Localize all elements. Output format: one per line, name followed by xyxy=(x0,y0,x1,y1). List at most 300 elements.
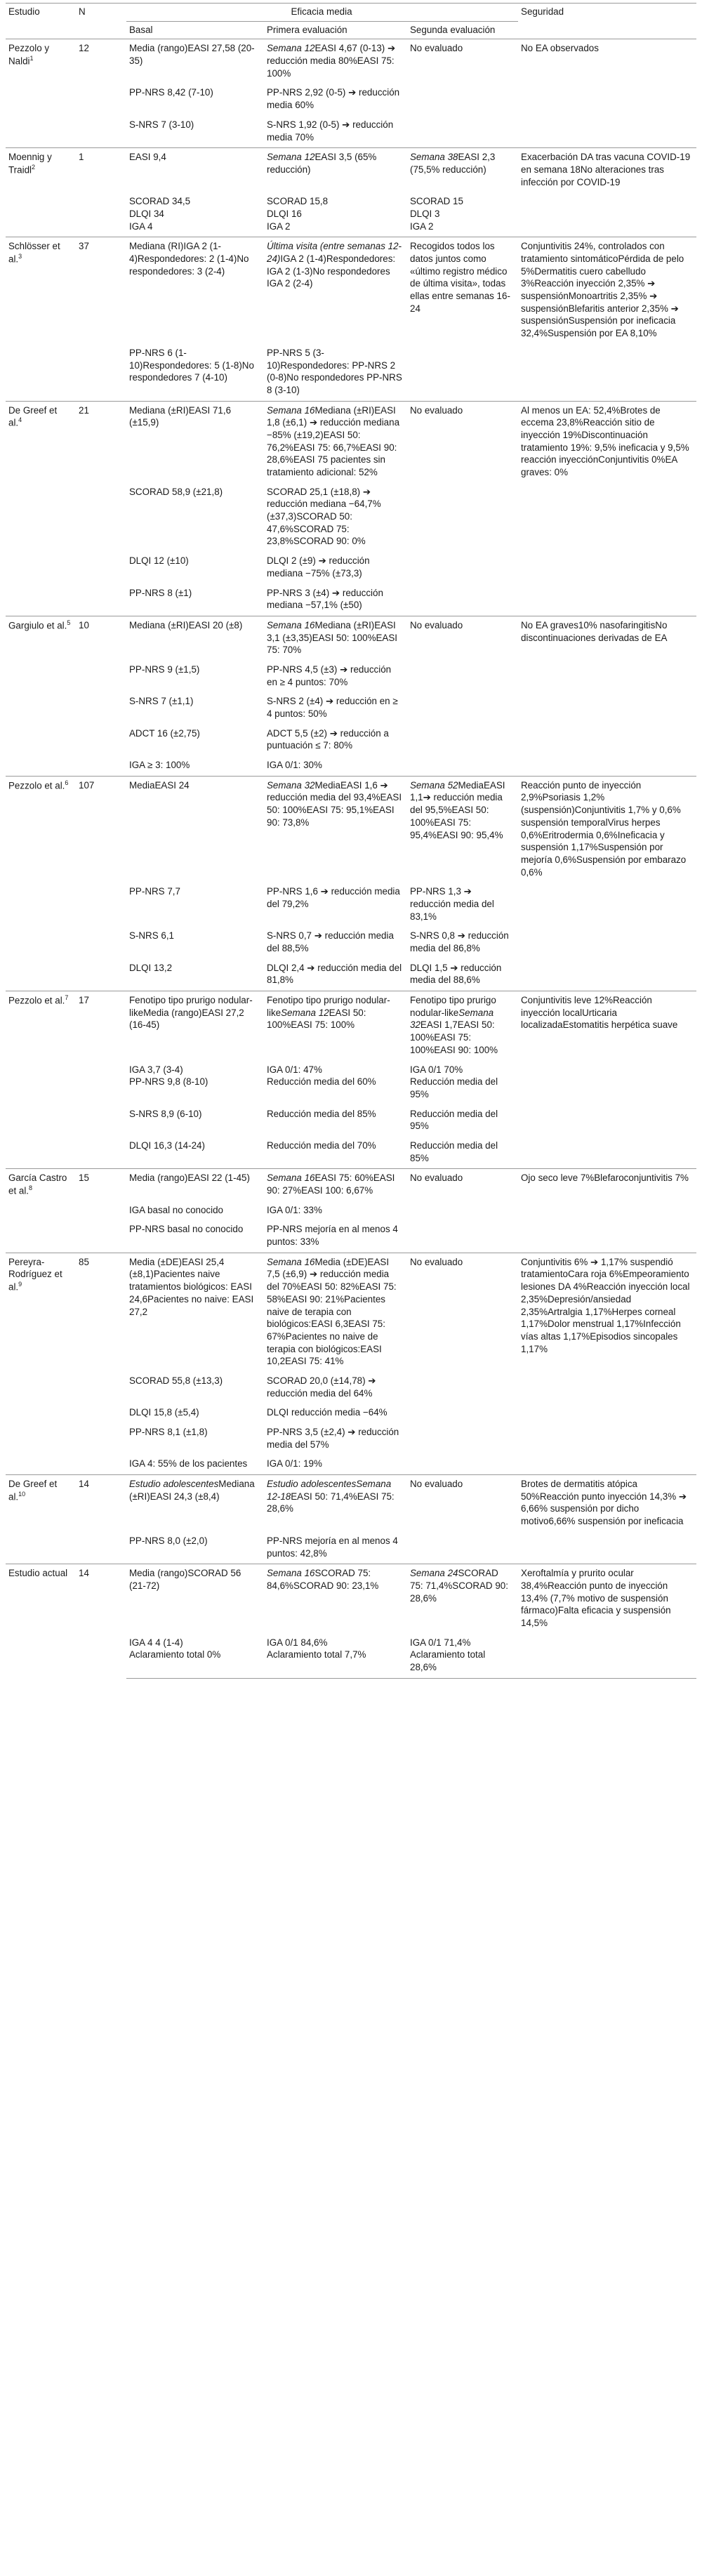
basal-cell-text: S-NRS 7 (±1,1) xyxy=(129,696,194,707)
segunda-evaluacion-cell xyxy=(407,776,518,883)
primera-evaluacion-cell-text: EASI 50: 100%EASI 75: 100% xyxy=(267,1007,366,1031)
segunda-evaluacion-cell xyxy=(407,1105,518,1137)
primera-evaluacion-cell-text: ADCT 5,5 (±2) ➔ reducción a puntuación ≤ 7: 80% xyxy=(267,727,389,751)
segunda-evaluacion-cell xyxy=(407,661,518,692)
study-name-cell xyxy=(6,991,76,1169)
basal-cell xyxy=(126,927,264,958)
study-name-cell xyxy=(6,148,76,237)
primera-evaluacion-cell-text: SCORAD 20,0 (±14,78) ➔ reducción media del 64% xyxy=(267,1375,376,1399)
basal-cell xyxy=(126,483,264,552)
seguridad-cell xyxy=(518,1201,696,1221)
primera-evaluacion-cell xyxy=(264,1201,407,1221)
segunda-evaluacion-cell-text: SCORAD 15 DLQI 3 IGA 2 xyxy=(410,196,463,232)
basal-cell-text: S-NRS 8,9 (6-10) xyxy=(129,1108,202,1119)
study-n: 107 xyxy=(76,776,126,991)
primera-evaluacion-cell-timepoint: Semana 16 xyxy=(267,1256,315,1267)
basal-cell-text: Mediana (±RI)EASI 71,6 (±15,9) xyxy=(129,404,232,428)
study-name: García Castro et al. xyxy=(8,1173,67,1196)
segunda-evaluacion-cell xyxy=(407,1372,518,1403)
primera-evaluacion-cell-text: IGA 0/1: 33% xyxy=(267,1204,322,1215)
primera-evaluacion-cell xyxy=(264,344,407,401)
primera-evaluacion-cell xyxy=(264,927,407,958)
study-n: 21 xyxy=(76,401,126,616)
primera-evaluacion-cell-text: PP-NRS 3,5 (±2,4) ➔ reducción media del 57% xyxy=(267,1427,399,1450)
study-name: Pezzolo et al. xyxy=(8,995,65,1006)
segunda-evaluacion-cell-text: SCORAD 75: 71,4%SCORAD 90: 28,6% xyxy=(410,1568,508,1604)
study-reference: 8 xyxy=(29,1184,33,1191)
primera-evaluacion-cell xyxy=(264,1372,407,1403)
segunda-evaluacion-cell xyxy=(407,1475,518,1532)
primera-evaluacion-cell-timepoint: Semana 12 xyxy=(267,43,315,54)
study-name: Gargiulo et al. xyxy=(8,620,67,631)
study-name-cell xyxy=(6,1564,76,1679)
seguridad-cell xyxy=(518,401,696,483)
study-name-cell xyxy=(6,401,76,616)
seguridad-cell-text: Ojo seco leve 7%Blefaroconjuntivitis 7% xyxy=(521,1173,689,1184)
basal-cell-text: PP-NRS 9 (±1,5) xyxy=(129,663,200,675)
basal-cell xyxy=(126,237,264,344)
primera-evaluacion-cell-text: DLQI reducción media −64% xyxy=(267,1407,388,1418)
primera-evaluacion-cell-text: DLQI 2 (±9) ➔ reducción mediana −75% (±73,3) xyxy=(267,555,370,579)
basal-cell-text: IGA 4 4 (1-4) Aclaramiento total 0% xyxy=(129,1637,221,1660)
basal-cell-text: PP-NRS 8,42 (7-10) xyxy=(129,87,213,98)
study-name-cell xyxy=(6,1475,76,1564)
header-basal: Basal xyxy=(126,21,264,39)
primera-evaluacion-cell-text: Reducción media del 70% xyxy=(267,1140,376,1151)
seguridad-cell xyxy=(518,991,696,1061)
primera-evaluacion-cell-text: SCORAD 75: 84,6%SCORAD 90: 23,1% xyxy=(267,1568,379,1591)
segunda-evaluacion-cell xyxy=(407,39,518,84)
segunda-evaluacion-cell-timepoint: Semana 52 xyxy=(410,779,458,791)
primera-evaluacion-cell xyxy=(264,776,407,883)
seguridad-cell xyxy=(518,344,696,401)
primera-evaluacion-cell xyxy=(264,1403,407,1423)
primera-evaluacion-cell xyxy=(264,237,407,344)
primera-evaluacion-cell-text: DLQI 2,4 ➔ reducción media del 81,8% xyxy=(267,962,402,986)
basal-cell-text: Media (rango)EASI 22 (1-45) xyxy=(129,1173,250,1184)
seguridad-cell xyxy=(518,584,696,616)
primera-evaluacion-cell xyxy=(264,116,407,148)
basal-cell-text: IGA 3,7 (3-4) PP-NRS 9,8 (8-10) xyxy=(129,1064,208,1088)
segunda-evaluacion-cell-text: S-NRS 0,8 ➔ reducción media del 86,8% xyxy=(410,930,509,953)
basal-cell-text: DLQI 13,2 xyxy=(129,962,173,973)
seguridad-cell xyxy=(518,1105,696,1137)
segunda-evaluacion-cell xyxy=(407,344,518,401)
primera-evaluacion-cell-text: PP-NRS 5 (3-10)Respondedores: PP-NRS 2 (0-8)No respondedores PP-NRS 8 (3-10) xyxy=(267,347,402,395)
table-row xyxy=(6,1169,696,1201)
study-n: 14 xyxy=(76,1475,126,1564)
basal-cell xyxy=(126,552,264,583)
primera-evaluacion-cell xyxy=(264,756,407,776)
primera-evaluacion-cell-timepoint: Semana 16 xyxy=(267,1568,315,1579)
efficacy-safety-table xyxy=(6,3,696,1679)
primera-evaluacion-cell xyxy=(264,616,407,661)
segunda-evaluacion-cell-timepoint: Semana 24 xyxy=(410,1568,458,1579)
primera-evaluacion-cell xyxy=(264,1061,407,1105)
segunda-evaluacion-cell-text: No evaluado xyxy=(410,619,463,630)
basal-cell xyxy=(126,344,264,401)
basal-cell xyxy=(126,1455,264,1474)
basal-cell-text: SCORAD 34,5 DLQI 34 IGA 4 xyxy=(129,196,191,232)
segunda-evaluacion-cell xyxy=(407,1169,518,1201)
segunda-evaluacion-cell-text: PP-NRS 1,3 ➔ reducción media del 83,1% xyxy=(410,886,494,922)
primera-evaluacion-cell xyxy=(264,584,407,616)
header-estudio: Estudio xyxy=(6,4,76,39)
seguridad-cell xyxy=(518,661,696,692)
seguridad-cell xyxy=(518,192,696,237)
primera-evaluacion-cell-timepoint: Semana 16 xyxy=(267,1173,315,1184)
study-name: Pereyra-Rodríguez et al. xyxy=(8,1256,62,1293)
study-name-cell xyxy=(6,237,76,401)
study-name: De Greef et al. xyxy=(8,1479,58,1502)
basal-cell xyxy=(126,84,264,115)
segunda-evaluacion-cell xyxy=(407,116,518,148)
seguridad-cell xyxy=(518,1061,696,1105)
basal-cell xyxy=(126,192,264,237)
seguridad-cell xyxy=(518,725,696,756)
primera-evaluacion-cell-text: IGA 2 (1-4)Respondedores: IGA 2 (1-3)No respondedores IGA 2 (2-4) xyxy=(267,253,396,289)
basal-cell xyxy=(126,1137,264,1169)
seguridad-cell-text: Conjuntivitis 6% ➔ 1,17% suspendió tratamientoCara roja 6%Empeoramiento lesiones DA 4%Reacción inyección local 2,35%Depresión/ansiedad 2,35%Artralgia 1,17%Herpes corneal 1,17%Dolor menstrual 1,17%Infección vías altas 1,17%Episodios sincopales 1,17% xyxy=(521,1256,690,1354)
basal-cell xyxy=(126,1105,264,1137)
table-row xyxy=(6,1253,696,1372)
primera-evaluacion-cell-text: Mediana (±RI)EASI 3,1 (±3,35)EASI 50: 100%EASI 75: 70% xyxy=(267,619,397,656)
primera-evaluacion-cell xyxy=(264,1137,407,1169)
primera-evaluacion-cell-text: IGA 0/1: 19% xyxy=(267,1458,322,1469)
segunda-evaluacion-cell-prefix: Fenotipo tipo prurigo nodular-like xyxy=(410,995,496,1018)
basal-cell xyxy=(126,1403,264,1423)
seguridad-cell xyxy=(518,1372,696,1403)
study-n: 12 xyxy=(76,39,126,148)
table-row xyxy=(6,776,696,883)
basal-cell xyxy=(126,1220,264,1253)
basal-cell-text: Media (rango)SCORAD 56 (21-72) xyxy=(129,1568,241,1591)
primera-evaluacion-cell xyxy=(264,991,407,1061)
study-reference: 2 xyxy=(32,163,36,171)
table-row xyxy=(6,39,696,84)
primera-evaluacion-cell-text: IGA 0/1: 47% Reducción media del 60% xyxy=(267,1064,376,1088)
header-n: N xyxy=(76,4,126,39)
basal-cell-text: IGA ≥ 3: 100% xyxy=(129,760,190,771)
seguridad-cell xyxy=(518,1634,696,1679)
primera-evaluacion-cell xyxy=(264,883,407,927)
basal-cell xyxy=(126,1564,264,1634)
segunda-evaluacion-cell-text: EASI 1,7EASI 50: 100%EASI 75: 100%EASI 90: 100% xyxy=(410,1019,498,1055)
study-n: 1 xyxy=(76,148,126,237)
segunda-evaluacion-cell-text: Reducción media del 85% xyxy=(410,1140,498,1163)
primera-evaluacion-cell-timepoint: Semana 16 xyxy=(267,404,315,416)
study-name-cell xyxy=(6,39,76,148)
primera-evaluacion-cell-text: IGA 0/1: 30% xyxy=(267,760,322,771)
segunda-evaluacion-cell-text: Recogidos todos los datos juntos como «último registro médico de última visita», todas ellas entre semanas 16-24 xyxy=(410,241,510,314)
basal-cell-text: IGA basal no conocido xyxy=(129,1204,223,1215)
basal-cell-text: SCORAD 55,8 (±13,3) xyxy=(129,1375,223,1386)
seguridad-cell xyxy=(518,237,696,344)
basal-cell-text: ADCT 16 (±2,75) xyxy=(129,727,200,739)
primera-evaluacion-cell-timepoint: Semana 32 xyxy=(267,779,315,791)
segunda-evaluacion-cell xyxy=(407,552,518,583)
basal-cell xyxy=(126,116,264,148)
seguridad-cell xyxy=(518,1564,696,1634)
segunda-evaluacion-cell xyxy=(407,148,518,193)
table-row xyxy=(6,148,696,193)
primera-evaluacion-cell xyxy=(264,725,407,756)
primera-evaluacion-cell xyxy=(264,1532,407,1564)
study-reference: 9 xyxy=(18,1281,22,1288)
seguridad-cell xyxy=(518,756,696,776)
basal-cell xyxy=(126,991,264,1061)
basal-cell-text: S-NRS 6,1 xyxy=(129,930,174,942)
seguridad-cell xyxy=(518,959,696,991)
basal-cell-text: DLQI 16,3 (14-24) xyxy=(129,1140,205,1151)
study-n: 15 xyxy=(76,1169,126,1253)
seguridad-cell xyxy=(518,1532,696,1564)
study-reference: 6 xyxy=(65,779,69,786)
seguridad-cell-text: Exacerbación DA tras vacuna COVID-19 en semana 18No alteraciones tras infección por COVID-19 xyxy=(521,152,691,187)
segunda-evaluacion-cell-text: Reducción media del 95% xyxy=(410,1108,498,1132)
seguridad-cell xyxy=(518,483,696,552)
segunda-evaluacion-cell xyxy=(407,991,518,1061)
basal-cell-text: MediaEASI 24 xyxy=(129,779,190,791)
segunda-evaluacion-cell xyxy=(407,1061,518,1105)
primera-evaluacion-cell xyxy=(264,192,407,237)
basal-cell xyxy=(126,959,264,991)
segunda-evaluacion-cell-timepoint: Semana 38 xyxy=(410,152,458,163)
primera-evaluacion-cell xyxy=(264,483,407,552)
seguridad-cell xyxy=(518,1220,696,1253)
segunda-evaluacion-cell xyxy=(407,584,518,616)
table-header xyxy=(6,4,696,39)
basal-cell-text: Media (rango)EASI 27,58 (20-35) xyxy=(129,43,255,67)
primera-evaluacion-cell-text: EASI 3,5 (65% reducción) xyxy=(267,152,377,175)
primera-evaluacion-cell xyxy=(264,1564,407,1634)
segunda-evaluacion-cell-text: No evaluado xyxy=(410,404,463,416)
study-n: 37 xyxy=(76,237,126,401)
basal-cell xyxy=(126,1372,264,1403)
primera-evaluacion-cell-text: SCORAD 25,1 (±18,8) ➔ reducción mediana −64,7% (±37,3)SCORAD 50: 47,6%SCORAD 75: 23,8%SCORAD 90: 0% xyxy=(267,486,381,547)
seguridad-cell xyxy=(518,1423,696,1455)
primera-evaluacion-cell-timepoint: Última visita (entre semanas 12-24) xyxy=(267,241,402,264)
primera-evaluacion-cell-timepoint: Semana 12 xyxy=(281,1007,329,1018)
table-body xyxy=(6,39,696,1678)
basal-cell xyxy=(126,148,264,193)
segunda-evaluacion-cell xyxy=(407,1201,518,1221)
segunda-evaluacion-cell xyxy=(407,1532,518,1564)
segunda-evaluacion-cell-text: EASI 2,3 (75,5% reducción) xyxy=(410,152,496,175)
basal-cell-text: Mediana (±RI)EASI 24,3 (±8,4) xyxy=(129,1479,255,1502)
primera-evaluacion-cell xyxy=(264,84,407,115)
primera-evaluacion-cell xyxy=(264,692,407,724)
segunda-evaluacion-cell-text: IGA 0/1 71,4% Aclaramiento total 28,6% xyxy=(410,1637,486,1672)
study-name: Moennig y Traidl xyxy=(8,152,52,176)
study-name: De Greef et al. xyxy=(8,404,58,428)
seguridad-cell xyxy=(518,116,696,148)
primera-evaluacion-cell-timepoint: Semana 16 xyxy=(267,619,315,630)
study-name-cell xyxy=(6,1253,76,1474)
segunda-evaluacion-cell xyxy=(407,1137,518,1169)
basal-cell xyxy=(126,616,264,661)
primera-evaluacion-cell-text: SCORAD 15,8 DLQI 16 IGA 2 xyxy=(267,196,329,232)
study-reference: 3 xyxy=(18,253,22,260)
segunda-evaluacion-cell xyxy=(407,1564,518,1634)
study-name-cell xyxy=(6,1169,76,1253)
primera-evaluacion-cell xyxy=(264,148,407,193)
primera-evaluacion-cell-timepoint: Semana 12 xyxy=(267,152,315,163)
primera-evaluacion-cell xyxy=(264,1220,407,1253)
basal-cell xyxy=(126,401,264,483)
segunda-evaluacion-cell xyxy=(407,1403,518,1423)
basal-cell xyxy=(126,1201,264,1221)
basal-cell-text: DLQI 15,8 (±5,4) xyxy=(129,1407,199,1418)
basal-cell xyxy=(126,883,264,927)
study-n: 85 xyxy=(76,1253,126,1474)
basal-cell-text: EASI 9,4 xyxy=(129,152,166,163)
basal-cell xyxy=(126,776,264,883)
study-name: Pezzolo et al. xyxy=(8,780,65,791)
primera-evaluacion-cell xyxy=(264,1475,407,1532)
seguridad-cell xyxy=(518,39,696,84)
segunda-evaluacion-cell xyxy=(407,483,518,552)
basal-cell-text: IGA 4: 55% de los pacientes xyxy=(129,1458,248,1469)
basal-cell-text: PP-NRS 8,0 (±2,0) xyxy=(129,1535,208,1546)
primera-evaluacion-cell-text: IGA 0/1 84,6% Aclaramiento total 7,7% xyxy=(267,1637,366,1660)
primera-evaluacion-cell-text: PP-NRS mejoría en al menos 4 puntos: 33% xyxy=(267,1224,398,1248)
study-n: 17 xyxy=(76,991,126,1169)
basal-cell-text: PP-NRS 8 (±1) xyxy=(129,587,192,598)
segunda-evaluacion-cell xyxy=(407,1220,518,1253)
basal-cell-text: Fenotipo tipo prurigo nodular-likeMedia (rango)EASI 27,2 (16-45) xyxy=(129,995,253,1031)
segunda-evaluacion-cell-timepoint: Semana 32 xyxy=(410,1007,494,1031)
basal-cell-text: PP-NRS basal no conocido xyxy=(129,1224,244,1235)
primera-evaluacion-cell xyxy=(264,1253,407,1372)
segunda-evaluacion-cell xyxy=(407,237,518,344)
basal-cell-text: PP-NRS 8,1 (±1,8) xyxy=(129,1427,208,1437)
basal-cell-text: PP-NRS 7,7 xyxy=(129,886,180,897)
basal-cell xyxy=(126,661,264,692)
segunda-evaluacion-cell xyxy=(407,1253,518,1372)
seguridad-cell-text: No EA observados xyxy=(521,43,599,54)
table-row xyxy=(6,1475,696,1532)
primera-evaluacion-cell-text: S-NRS 1,92 (0-5) ➔ reducción media 70% xyxy=(267,119,394,143)
basal-cell xyxy=(126,1061,264,1105)
table-row xyxy=(6,401,696,483)
seguridad-cell xyxy=(518,552,696,583)
primera-evaluacion-cell-text: PP-NRS 3 (±4) ➔ reducción mediana −57,1% (±50) xyxy=(267,587,383,611)
primera-evaluacion-cell-text: EASI 4,67 (0-13) ➔ reducción media 80%EASI 75: 100% xyxy=(267,43,396,79)
seguridad-cell-text: Conjuntivitis 24%, controlados con tratamiento sintomáticoPérdida de pelo 5%Dermatitis cuero cabelludo 3%Reacción inyección 2,35% ➔ suspensiónMonoartritis 2,35% ➔ suspensiónBlefaritis anterior 2,35% ➔ suspensiónSuspensión por ineficacia 32,4%Suspensión por EA 8,10% xyxy=(521,241,684,339)
segunda-evaluacion-cell xyxy=(407,84,518,115)
seguridad-cell xyxy=(518,927,696,958)
primera-evaluacion-cell-text: Media (±DE)EASI 7,5 (±6,9) ➔ reducción media del 70%EASI 50: 82%EASI 75: 58%EASI 90: 21%Pacientes naive de terapia con biológicos:EASI 6,3EASI 75: 67%Pacientes no naive de terapia con biológicos:EASI 10,2EASI 75: 41% xyxy=(267,1256,397,1367)
basal-cell-text: SCORAD 58,9 (±21,8) xyxy=(129,486,223,497)
primera-evaluacion-cell-text: MediaEASI 1,6 ➔ reducción media del 93,4%EASI 50: 100%EASI 75: 95,1%EASI 90: 73,8% xyxy=(267,779,402,828)
basal-cell xyxy=(126,1475,264,1532)
table-row xyxy=(6,991,696,1061)
segunda-evaluacion-cell xyxy=(407,1423,518,1455)
primera-evaluacion-cell xyxy=(264,959,407,991)
seguridad-cell-text: Xeroftalmía y prurito ocular 38,4%Reacción punto de inyección 13,4% (7,7% motivo de suspensión fármaco)Falta eficacia y suspensión 14,5% xyxy=(521,1568,671,1628)
seguridad-cell-text: Brotes de dermatitis atópica 50%Reacción punto inyección 14,3% ➔ 6,66% suspensión por dicho motivo6,66% suspensión por ineficacia xyxy=(521,1479,687,1527)
study-name: Schlösser et al. xyxy=(8,241,60,265)
segunda-evaluacion-cell xyxy=(407,883,518,927)
segunda-evaluacion-cell-text: No evaluado xyxy=(410,1173,463,1184)
basal-cell xyxy=(126,1253,264,1372)
basal-cell xyxy=(126,1423,264,1455)
seguridad-cell xyxy=(518,148,696,193)
segunda-evaluacion-cell-text: No evaluado xyxy=(410,43,463,54)
segunda-evaluacion-cell xyxy=(407,692,518,724)
primera-evaluacion-cell xyxy=(264,1169,407,1201)
segunda-evaluacion-cell-text: DLQI 1,5 ➔ reducción media del 88,6% xyxy=(410,962,502,986)
seguridad-cell-text: Conjuntivitis leve 12%Reacción inyección localUrticaria localizadaEstomatitis herpética suave xyxy=(521,995,678,1031)
basal-cell xyxy=(126,39,264,84)
seguridad-cell xyxy=(518,1475,696,1532)
primera-evaluacion-cell xyxy=(264,661,407,692)
basal-cell xyxy=(126,584,264,616)
basal-cell xyxy=(126,1634,264,1679)
primera-evaluacion-cell xyxy=(264,1634,407,1679)
study-reference: 7 xyxy=(65,994,69,1002)
basal-cell xyxy=(126,725,264,756)
study-name: Pezzolo y Naldi xyxy=(8,43,50,67)
primera-evaluacion-cell-timepoint: Estudio adolescentesSemana 12-18 xyxy=(267,1479,392,1502)
primera-evaluacion-cell xyxy=(264,1105,407,1137)
seguridad-cell xyxy=(518,1403,696,1423)
seguridad-cell-text: Al menos un EA: 52,4%Brotes de eccema 23,8%Reacción sitio de inyección 19%Discontinuación tratamiento 19%: 9,5% ineficacia y 9,5% reacción inyecciónConjuntivitis 0%EA graves: 0% xyxy=(521,404,689,477)
primera-evaluacion-cell-text: Mediana (±RI)EASI 1,8 (±6,1) ➔ reducción mediana −85% (±19,2)EASI 50: 76,2%EASI 75: 66,7%EASI 90: 28,6%EASI 75 pacientes sin tratamiento adicional: 52% xyxy=(267,404,400,477)
segunda-evaluacion-cell xyxy=(407,756,518,776)
seguridad-cell xyxy=(518,1137,696,1169)
table-row xyxy=(6,1564,696,1634)
study-reference: 4 xyxy=(18,416,22,424)
basal-cell-text: PP-NRS 6 (1-10)Respondedores: 5 (1-8)No respondedores 7 (4-10) xyxy=(129,347,254,383)
segunda-evaluacion-cell xyxy=(407,616,518,661)
segunda-evaluacion-cell xyxy=(407,927,518,958)
primera-evaluacion-cell xyxy=(264,39,407,84)
seguridad-cell xyxy=(518,1169,696,1201)
seguridad-cell xyxy=(518,776,696,883)
primera-evaluacion-cell xyxy=(264,401,407,483)
segunda-evaluacion-cell-text: MediaEASI 1,1➔ reducción media del 95,5%EASI 50: 100%EASI 75: 95,4%EASI 90: 95,4% xyxy=(410,779,505,840)
header-eficacia-media: Eficacia media xyxy=(126,4,518,22)
primera-evaluacion-cell-text: S-NRS 2 (±4) ➔ reducción en ≥ 4 puntos: 50% xyxy=(267,696,398,719)
basal-cell xyxy=(126,1169,264,1201)
seguridad-cell xyxy=(518,84,696,115)
study-name-cell xyxy=(6,776,76,991)
seguridad-cell-text: No EA graves10% nasofaringitisNo discontinuaciones derivadas de EA xyxy=(521,619,668,643)
primera-evaluacion-cell-text: PP-NRS mejoría en al menos 4 puntos: 42,8% xyxy=(267,1535,398,1559)
study-n: 10 xyxy=(76,616,126,776)
segunda-evaluacion-cell-text: IGA 0/1 70% Reducción media del 95% xyxy=(410,1064,498,1099)
seguridad-cell xyxy=(518,616,696,661)
primera-evaluacion-cell-text: PP-NRS 4,5 (±3) ➔ reducción en ≥ 4 puntos: 70% xyxy=(267,663,392,687)
primera-evaluacion-cell-text: EASI 75: 60%EASI 90: 27%EASI 100: 6,67% xyxy=(267,1173,395,1196)
study-reference: 5 xyxy=(67,619,71,626)
header-seguridad: Seguridad xyxy=(518,4,696,39)
segunda-evaluacion-cell xyxy=(407,192,518,237)
seguridad-cell xyxy=(518,1455,696,1474)
basal-cell-text: Mediana (RI)IGA 2 (1-4)Respondedores: 2 (1-4)No respondedores: 3 (2-4) xyxy=(129,241,249,277)
basal-cell-text: Mediana (±RI)EASI 20 (±8) xyxy=(129,619,243,630)
segunda-evaluacion-cell-text: No evaluado xyxy=(410,1256,463,1267)
basal-cell xyxy=(126,756,264,776)
table-row xyxy=(6,616,696,661)
primera-evaluacion-cell xyxy=(264,552,407,583)
table-row xyxy=(6,237,696,344)
study-n: 14 xyxy=(76,1564,126,1679)
basal-cell xyxy=(126,692,264,724)
seguridad-cell xyxy=(518,1253,696,1372)
